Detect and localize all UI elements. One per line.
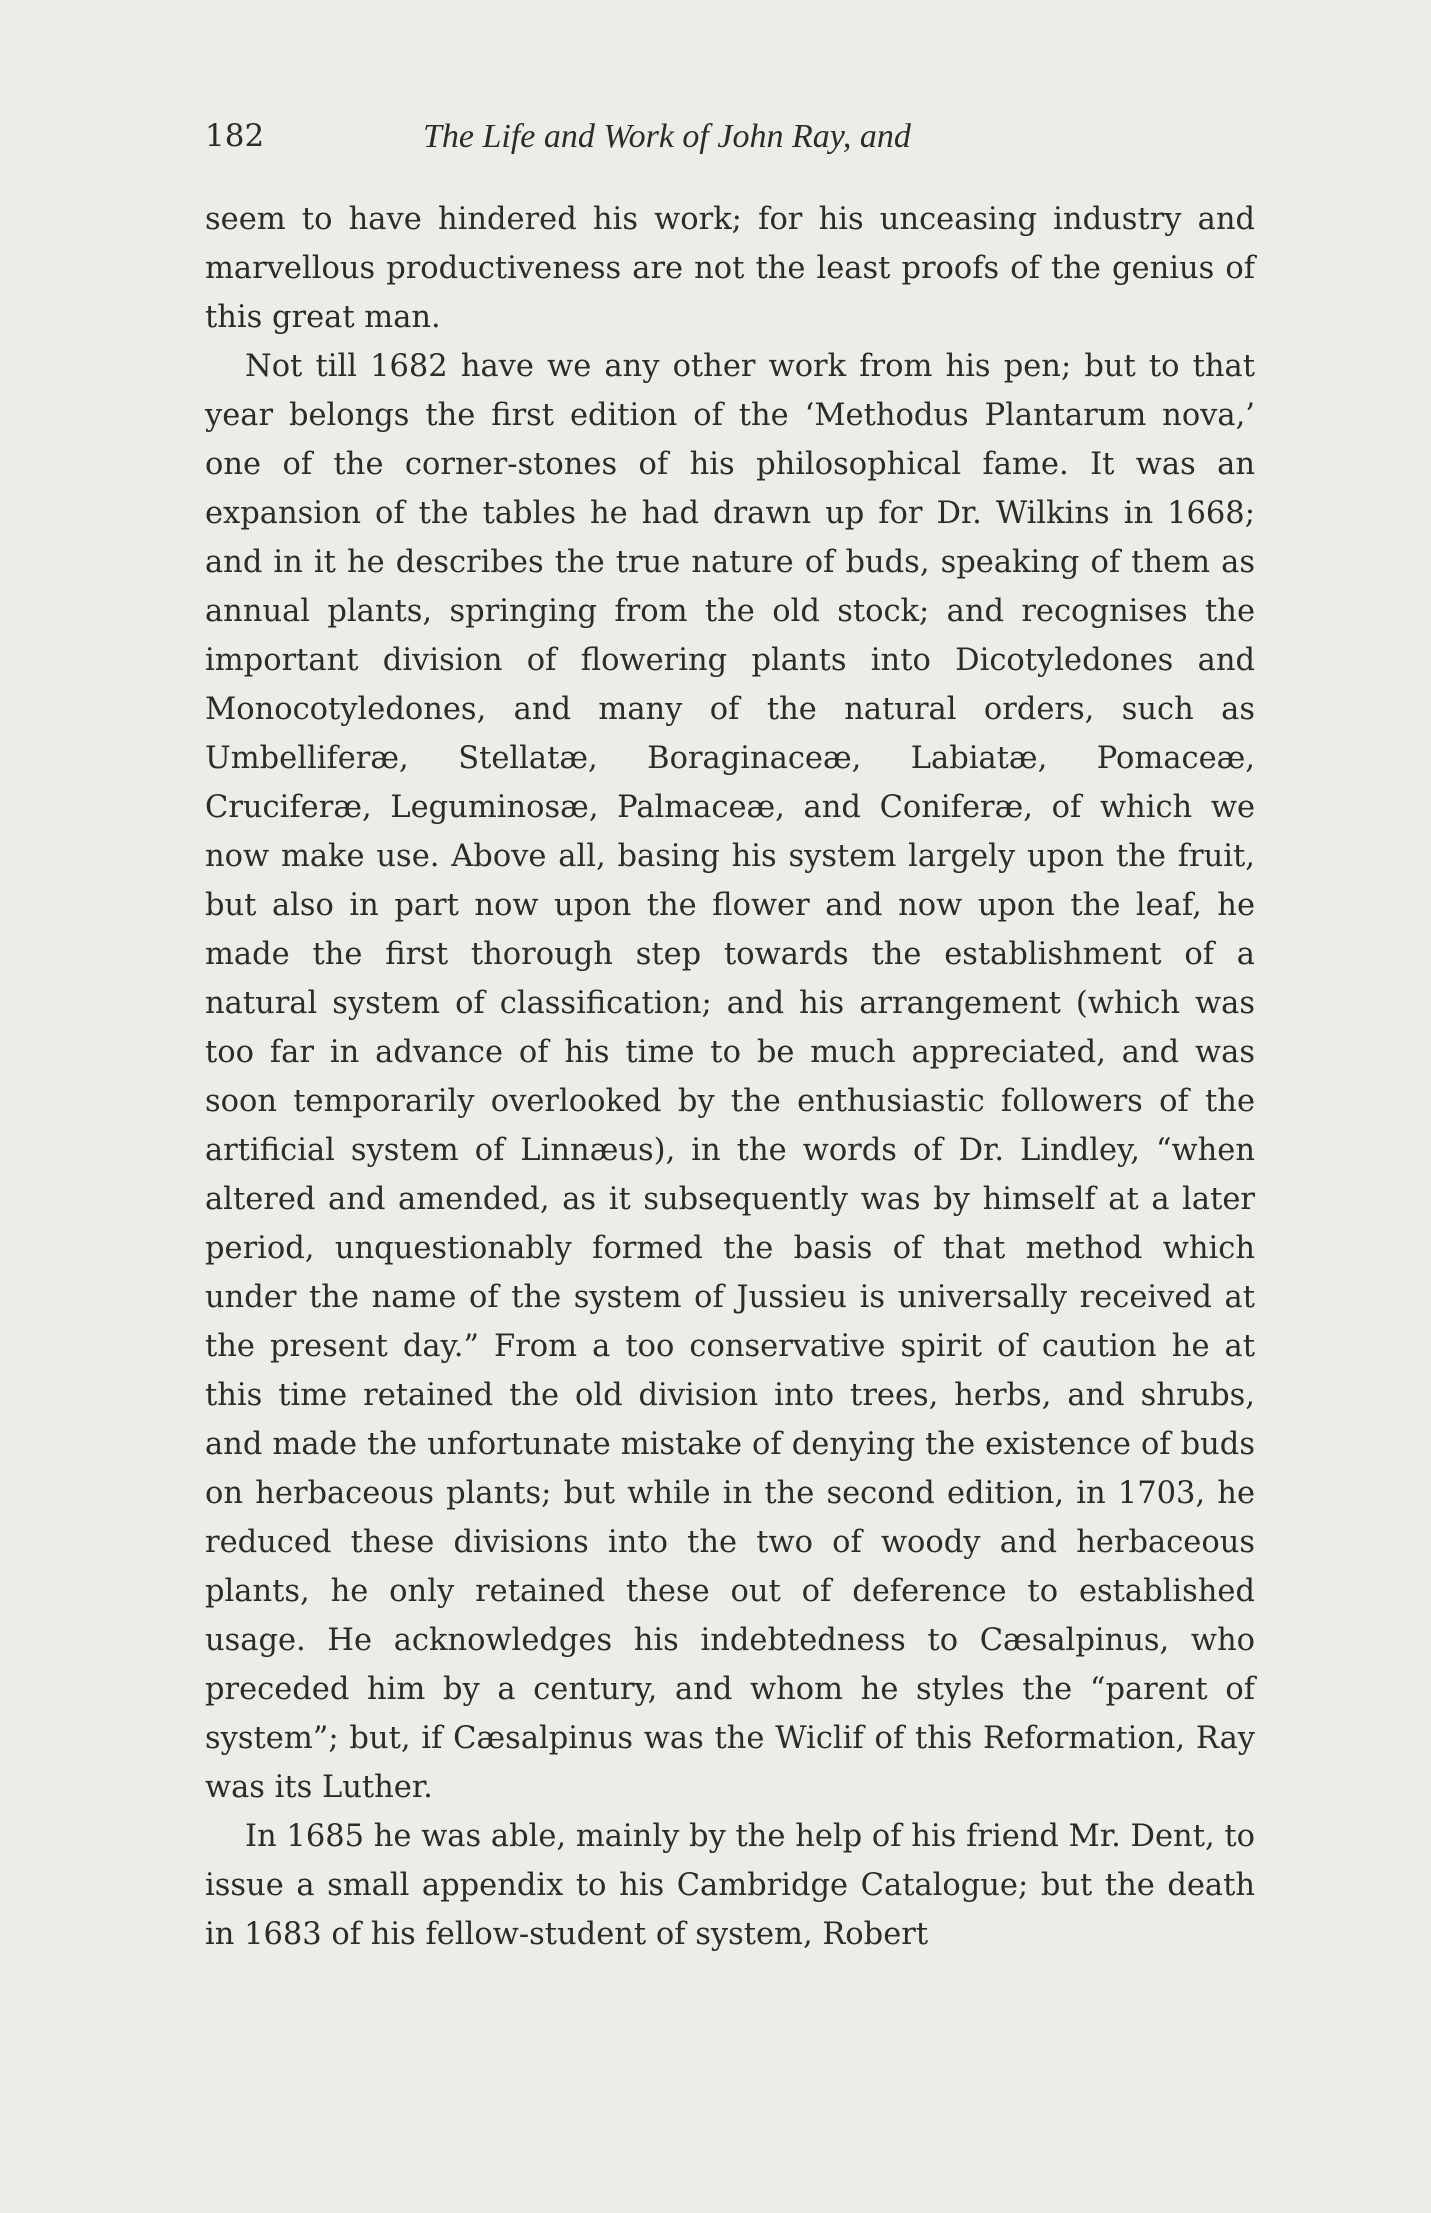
- paragraph-methodus: Not till 1682 have we any other work from his pen; but to that year belongs the first edition of the ‘Methodus Plantarum nova,’ one of the corner-stones of his philosophical fame. It was an expansion of the tables he had drawn up for Dr. Wilkins in 1668; and in it he describes the true nature of buds, speaking of them as annual plants, springing from the old stock; and recognises the important division of flowering plants into Dicotyledones and Monocotyledones, and many of the natural orders, such as Umbelliferæ, Stellatæ, Boraginaceæ, Labiatæ, Pomaceæ, Cruciferæ, Leguminosæ, Palmaceæ, and Coniferæ, of which we now make use. Above all, basing his system largely upon the fruit, but also in part now upon the flower and now upon the leaf, he made the first thorough step towards the establishment of a natural system of classification; and his arrangement (which was too far in advance of his time to be much appreciated, and was soon temporarily overlooked by the enthusiastic followers of the artificial system of Linnæus), in the words of Dr. Lindley, “when altered and amended, as it subsequently was by himself at a later period, unquestionably formed the basis of that method which under the name of the system of Jussieu is universally received at the present day.” From a too conservative spirit of caution he at this time retained the old division into trees, herbs, and shrubs, and made the unfortunate mistake of denying the existence of buds on herbaceous plants; but while in the second edition, in 1703, he reduced these divisions into the two of woody and herbaceous plants, he only retained these out of deference to established usage. He acknowledges his indebtedness to Cæsalpinus, who preceded him by a century, and whom he styles the “parent of system”; but, if Cæsalpinus was the Wiclif of this Reformation, Ray was its Luther.: [205, 349, 1255, 1805]
- running-title: The Life and Work of John Ray, and: [423, 118, 911, 155]
- running-head: [205, 118, 1255, 168]
- paragraph-continued: seem to have hindered his work; for his unceasing industry and marvellous productiveness are not the least proofs of the genius of this great man.: [205, 202, 1255, 335]
- page-number: 182: [205, 118, 265, 154]
- body-text: [205, 195, 1255, 1959]
- paragraph-appendix: In 1685 he was able, mainly by the help of his friend Mr. Dent, to issue a small appendix to his Cambridge Catalogue; but the death in 1683 of his fellow-student of system, Robert: [205, 1819, 1255, 1952]
